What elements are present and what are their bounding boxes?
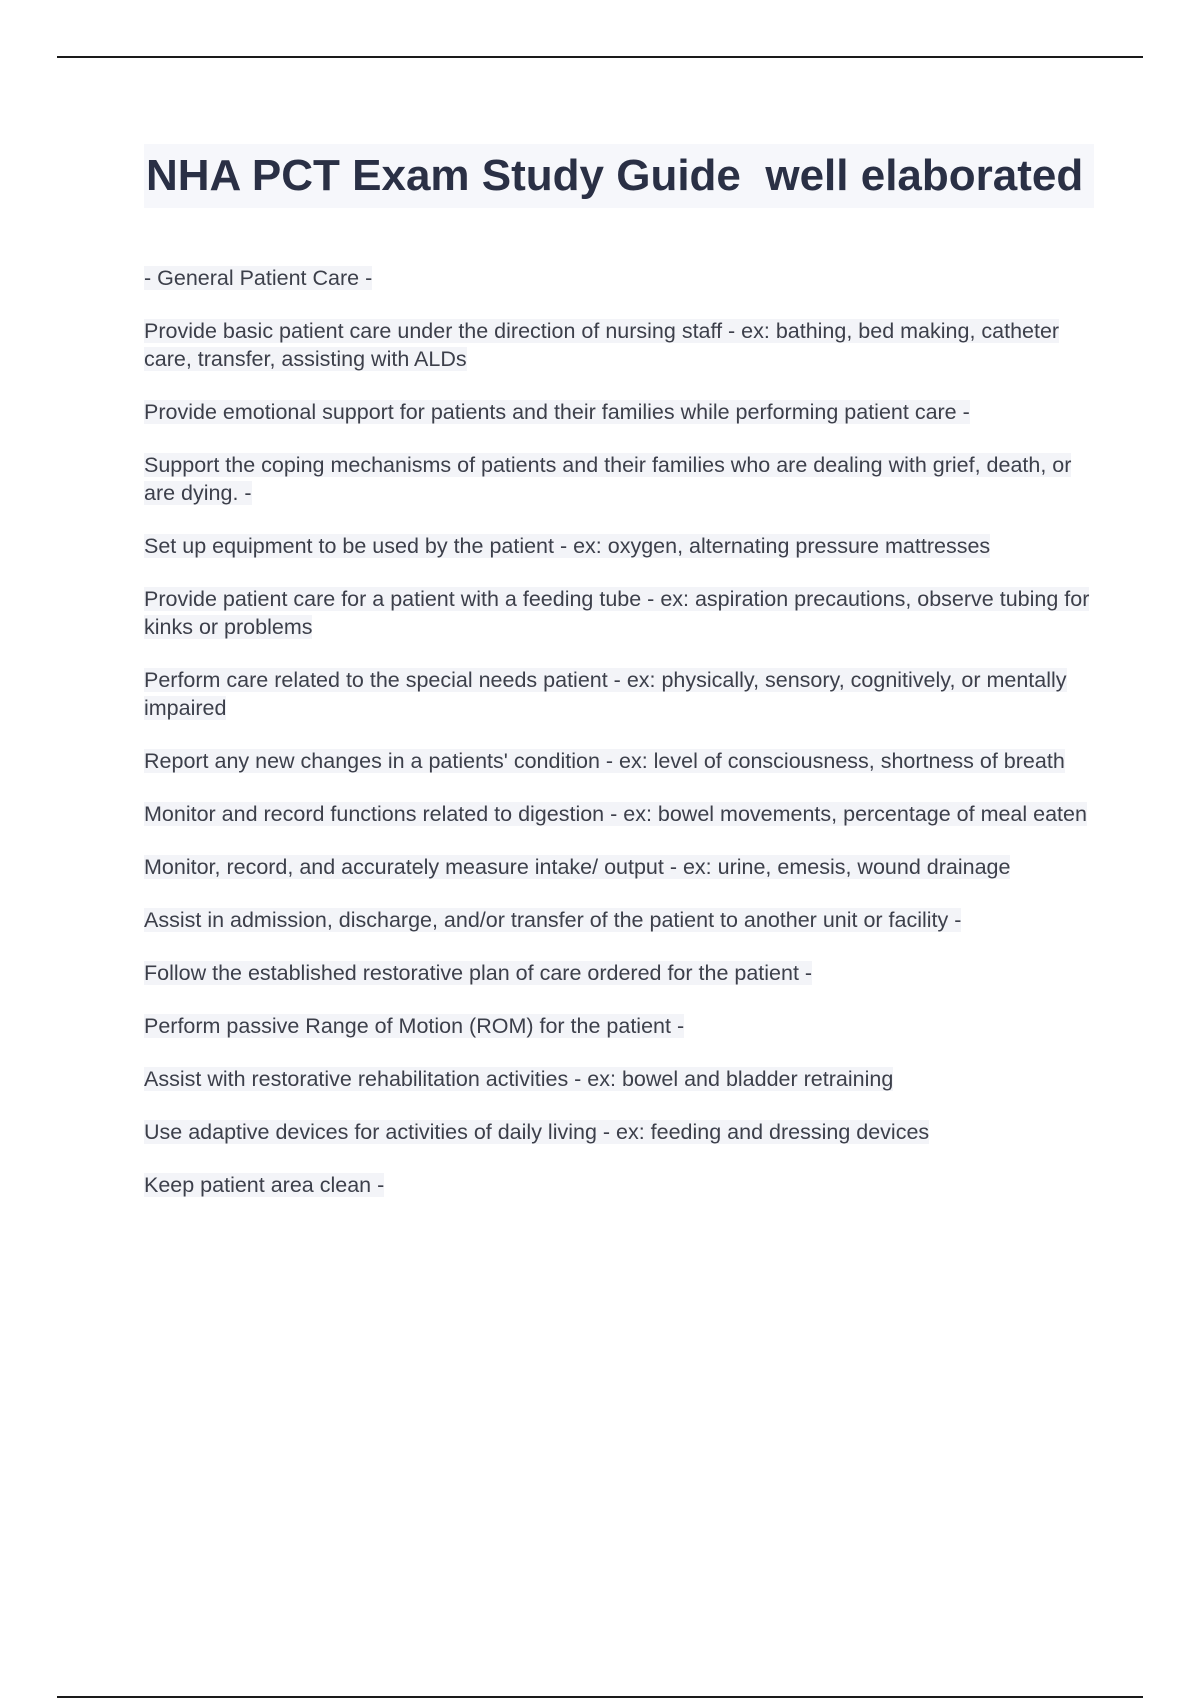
document-title: NHA PCT Exam Study Guide well elaborated xyxy=(146,151,1084,200)
list-item xyxy=(144,317,1094,373)
list-item-text: Provide patient care for a patient with a feeding tube - ex: aspiration precautions, observe tubing for kinks or problems xyxy=(144,587,1090,639)
list-item-text: Monitor, record, and accurately measure intake/ output - ex: urine, emesis, wound drainage xyxy=(144,855,1011,879)
list-item-text: Monitor and record functions related to digestion - ex: bowel movements, percentage of meal eaten xyxy=(144,802,1087,826)
list-item xyxy=(144,1171,1094,1199)
list-item xyxy=(144,398,1094,426)
list-item-text: Assist in admission, discharge, and/or transfer of the patient to another unit or facility - xyxy=(144,908,962,932)
list-item-text: Provide basic patient care under the direction of nursing staff - ex: bathing, bed making, catheter care, transfer, assisting with ALDs xyxy=(144,319,1060,371)
list-item-text: Set up equipment to be used by the patient - ex: oxygen, alternating pressure mattresses xyxy=(144,534,991,558)
list-item xyxy=(144,532,1094,560)
list-item xyxy=(144,747,1094,775)
list-item xyxy=(144,264,1094,292)
list-item xyxy=(144,451,1094,507)
list-item-text: Keep patient area clean - xyxy=(144,1173,385,1197)
title-block xyxy=(144,144,1094,208)
list-item-text: Perform care related to the special needs patient - ex: physically, sensory, cognitively, or mentally impaired xyxy=(144,668,1067,720)
top-rule xyxy=(57,56,1143,58)
study-list xyxy=(144,264,1094,1199)
list-item xyxy=(144,666,1094,722)
list-item xyxy=(144,906,1094,934)
list-item-text: Support the coping mechanisms of patients and their families who are dealing with grief, death, or are dying. - xyxy=(144,453,1072,505)
bottom-rule xyxy=(57,1696,1143,1698)
list-item-text: Report any new changes in a patients' condition - ex: level of consciousness, shortness of breath xyxy=(144,749,1065,773)
list-item xyxy=(144,585,1094,641)
list-item-text: - General Patient Care - xyxy=(144,266,373,290)
list-item xyxy=(144,1012,1094,1040)
list-item-text: Assist with restorative rehabilitation activities - ex: bowel and bladder retraining xyxy=(144,1067,894,1091)
list-item xyxy=(144,800,1094,828)
list-item xyxy=(144,1065,1094,1093)
list-item-text: Provide emotional support for patients and their families while performing patient care - xyxy=(144,400,970,424)
page-content xyxy=(144,144,1094,1224)
list-item-text: Use adaptive devices for activities of daily living - ex: feeding and dressing devices xyxy=(144,1120,930,1144)
list-item-text: Perform passive Range of Motion (ROM) for the patient - xyxy=(144,1014,685,1038)
list-item-text: Follow the established restorative plan of care ordered for the patient - xyxy=(144,961,813,985)
list-item xyxy=(144,1118,1094,1146)
list-item xyxy=(144,959,1094,987)
list-item xyxy=(144,853,1094,881)
